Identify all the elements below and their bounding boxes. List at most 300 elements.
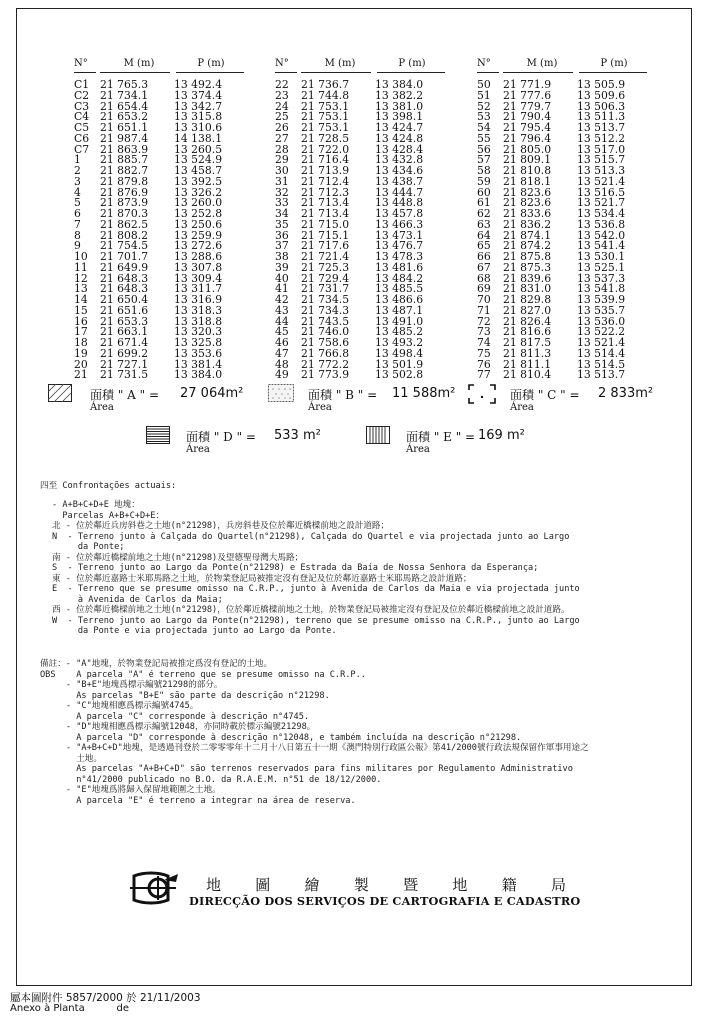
point-number: 67 <box>477 260 491 274</box>
coord-p: 13 381.4 <box>174 357 223 371</box>
coord-m: 21 874.2 <box>503 239 552 253</box>
coord-m: 21 731.7 <box>301 282 350 296</box>
coord-m: 21 811.3 <box>503 346 552 360</box>
point-number: 17 <box>74 325 88 339</box>
coord-m: 21 836.2 <box>503 217 552 231</box>
area-e-label: 面積 " E " = <box>406 430 476 444</box>
coord-m: 21 808.2 <box>100 228 149 242</box>
coord-p: 13 486.6 <box>375 293 424 306</box>
coord-m: 21 826.4 <box>503 314 552 328</box>
point-number: 54 <box>477 121 491 134</box>
coord-m: 21 734.3 <box>301 303 350 317</box>
institution-char: 地 <box>452 876 468 894</box>
coord-m: 21 731.5 <box>100 368 149 382</box>
point-number: 33 <box>275 196 289 210</box>
coord-m: 21 811.1 <box>503 357 552 371</box>
coord-p: 13 506.3 <box>577 99 626 113</box>
point-number: 14 <box>74 293 88 306</box>
coord-p: 13 374.4 <box>174 88 223 102</box>
coord-m: 21 796.4 <box>503 131 552 145</box>
coord-p: 13 522.2 <box>577 325 626 339</box>
coord-m: 21 874.1 <box>503 228 552 242</box>
point-number: 73 <box>477 325 491 339</box>
header-m: M (m) <box>123 58 155 69</box>
point-number: 62 <box>477 207 491 220</box>
point-number: 71 <box>477 303 491 317</box>
coord-m: 21 648.3 <box>100 282 149 296</box>
point-number: 40 <box>275 271 289 285</box>
footer-annex-line2: Anexo à Planta de <box>10 1003 129 1014</box>
coord-table-2 <box>275 58 445 382</box>
coord-p: 13 492.4 <box>174 78 223 91</box>
text-line: - "E"地塊爲將歸入保留地範圍之土地。 <box>40 785 221 795</box>
coord-m: 21 829.8 <box>503 293 552 306</box>
coord-p: 13 536.8 <box>577 217 626 231</box>
coord-m: 21 758.6 <box>301 336 350 349</box>
institution-char: 局 <box>550 876 566 894</box>
coord-m: 21 818.1 <box>503 174 552 188</box>
point-number: 36 <box>275 228 289 242</box>
coord-m: 21 712.3 <box>301 185 350 199</box>
point-number: 13 <box>74 282 88 296</box>
coord-p: 13 481.6 <box>375 260 424 274</box>
coord-m: 21 875.8 <box>503 250 552 263</box>
coord-m: 21 743.5 <box>301 314 350 328</box>
coord-p: 13 509.6 <box>577 88 626 102</box>
coord-p: 13 382.2 <box>375 88 424 102</box>
confrontations-heading: 四至 Confrontações actuais: <box>40 481 177 491</box>
text-line: - "A+B+C+D"地塊，是透過刊登於二零零零年十二月十八日第五十一期《澳門特別行政區公報》第41/2000號行政法規保留作軍事用途之 <box>40 743 589 753</box>
coord-m: 21 715.0 <box>301 217 350 231</box>
coord-p: 13 517.0 <box>577 142 626 156</box>
coord-p: 13 476.7 <box>375 239 424 253</box>
coord-p: 13 252.8 <box>174 207 223 220</box>
coord-m: 21 795.4 <box>503 121 552 134</box>
point-number: 59 <box>477 174 491 188</box>
institution-char: 繪 <box>304 876 320 894</box>
coord-m: 21 765.3 <box>100 78 149 91</box>
coord-p: 13 260.0 <box>174 196 223 210</box>
text-line: OBS A parcela "A" é terreno que se presume omisso na C.R.P.. <box>40 669 366 680</box>
institution-char: 暨 <box>403 876 419 894</box>
text-line: 備註：- "A"地塊，於物業登記局被推定爲沒有登記的土地。 <box>40 659 273 669</box>
coord-p: 13 458.7 <box>174 164 223 177</box>
point-number: 6 <box>74 207 81 220</box>
point-number: 64 <box>477 228 491 242</box>
coord-p: 13 307.8 <box>174 260 223 274</box>
point-number: 44 <box>275 314 289 328</box>
coord-p: 13 513.7 <box>577 121 626 134</box>
point-number: 37 <box>275 239 289 253</box>
coord-p: 13 516.5 <box>577 185 626 199</box>
coord-p: 13 539.9 <box>577 293 626 306</box>
point-number: 1 <box>74 153 81 167</box>
area-b-label: 面積 " B " = <box>308 388 378 402</box>
coord-m: 21 809.1 <box>503 153 552 167</box>
coord-m: 21 777.6 <box>503 88 552 102</box>
area-a-sub: Área <box>90 402 114 413</box>
coord-m: 21 734.5 <box>301 293 350 306</box>
coord-m: 21 875.3 <box>503 260 552 274</box>
coord-p: 13 485.2 <box>375 325 424 339</box>
coord-m: 21 879.8 <box>100 174 149 188</box>
coord-m: 21 746.0 <box>301 325 350 339</box>
point-number: 7 <box>74 217 81 231</box>
point-number: 42 <box>275 293 289 306</box>
coord-p: 13 259.9 <box>174 228 223 242</box>
point-number: 16 <box>74 314 88 328</box>
area-b-value: 11 588m² <box>392 386 456 401</box>
text-line: da Ponte; <box>52 542 125 552</box>
point-number: 11 <box>74 260 88 274</box>
point-number: 43 <box>275 303 289 317</box>
point-number: 60 <box>477 185 491 199</box>
point-number: 22 <box>275 78 289 91</box>
coord-m: 21 810.4 <box>503 368 552 382</box>
coord-p: 13 530.1 <box>577 250 626 263</box>
area-e-sub: Área <box>406 444 430 455</box>
coord-m: 21 712.4 <box>301 174 350 188</box>
coord-m: 21 817.5 <box>503 336 552 349</box>
coord-p: 13 444.7 <box>375 185 424 199</box>
coord-m: 21 648.3 <box>100 271 149 285</box>
coord-m: 21 734.1 <box>100 88 149 102</box>
point-number: 52 <box>477 99 491 113</box>
point-number: 51 <box>477 88 491 102</box>
coord-p: 13 326.2 <box>174 185 223 199</box>
coord-p: 13 432.8 <box>375 153 424 167</box>
coord-p: 13 466.3 <box>375 217 424 231</box>
coord-p: 13 521.4 <box>577 336 626 349</box>
coord-p: 13 384.0 <box>174 368 223 382</box>
point-number: 3 <box>74 174 81 188</box>
institution-char: 圖 <box>255 876 271 894</box>
coord-p: 13 513.7 <box>577 368 626 382</box>
point-number: 27 <box>275 131 289 145</box>
point-number: 20 <box>74 357 88 371</box>
coord-m: 21 713.4 <box>301 207 350 220</box>
text-line: 土地。 <box>40 753 102 764</box>
coord-p: 13 438.7 <box>375 174 424 188</box>
coord-p: 13 535.7 <box>577 303 626 317</box>
text-line: 東 - 位於鄰近嘉路士米耶馬路之土地，於物業登記局被推定沒有登記及位於鄰近嘉路士米耶馬路之設計道路； <box>52 573 472 584</box>
point-number: 66 <box>477 250 491 263</box>
coord-m: 21 833.6 <box>503 207 552 220</box>
text-line: da Ponte e via projectada junto ao Largo da Ponte. <box>52 626 337 636</box>
coord-m: 21 649.9 <box>100 260 149 274</box>
coord-p: 13 493.2 <box>375 336 424 349</box>
header-p: P (m) <box>600 58 628 69</box>
coord-m: 21 862.5 <box>100 217 149 231</box>
coord-row <box>477 370 647 381</box>
coord-m: 21 870.3 <box>100 207 149 220</box>
point-number: 9 <box>74 239 81 253</box>
coord-p: 13 320.3 <box>174 325 223 339</box>
coord-m: 21 736.7 <box>301 78 350 91</box>
coord-m: 21 839.6 <box>503 271 552 285</box>
institution-chinese-name <box>206 874 566 895</box>
point-number: 58 <box>477 164 491 177</box>
text-line: - "B+E"地塊爲標示編號21298的部分。 <box>40 680 223 690</box>
coord-p: 13 505.9 <box>577 78 626 91</box>
point-number: 68 <box>477 271 491 285</box>
point-number: 74 <box>477 336 491 349</box>
coord-p: 13 392.5 <box>174 174 223 188</box>
coord-p: 13 250.6 <box>174 217 223 231</box>
point-number: 50 <box>477 78 491 91</box>
coord-m: 21 699.2 <box>100 346 149 360</box>
coord-m: 21 810.8 <box>503 164 552 177</box>
point-number: 45 <box>275 325 289 339</box>
coord-p: 13 542.0 <box>577 228 626 242</box>
coord-m: 21 823.6 <box>503 185 552 199</box>
coord-m: 21 653.2 <box>100 110 149 124</box>
point-number: 70 <box>477 293 491 306</box>
observations-text <box>40 659 589 806</box>
point-number: 47 <box>275 346 289 360</box>
institution-char: 製 <box>353 876 369 894</box>
point-number: 26 <box>275 121 289 134</box>
text-line: - "C"地塊相應爲標示編號4745。 <box>40 701 199 711</box>
coord-row <box>275 370 445 381</box>
area-c-sub: Área <box>510 402 534 413</box>
coord-m: 21 671.4 <box>100 336 149 349</box>
coord-m: 21 876.9 <box>100 185 149 199</box>
coord-p: 13 514.5 <box>577 357 626 371</box>
institution-char: 籍 <box>501 876 517 894</box>
coord-p: 13 318.3 <box>174 303 223 317</box>
coord-m: 21 651.6 <box>100 303 149 317</box>
area-c-label: 面積 " C " = <box>510 388 580 402</box>
coord-p: 13 424.7 <box>375 121 424 134</box>
point-number: C6 <box>74 131 90 145</box>
coord-m: 21 654.4 <box>100 99 149 113</box>
bracket-swatch-icon <box>468 384 496 404</box>
coord-p: 13 315.8 <box>174 110 223 124</box>
point-number: 12 <box>74 271 88 285</box>
coord-m: 21 713.4 <box>301 196 350 210</box>
point-number: 77 <box>477 368 491 382</box>
coord-p: 13 457.8 <box>375 207 424 220</box>
text-line: n°41/2000 publicado no B.O. da R.A.E.M. n°51 de 18/12/2000. <box>40 774 382 785</box>
point-number: 23 <box>275 88 289 102</box>
point-number: 48 <box>275 357 289 371</box>
coord-table-3 <box>477 58 647 382</box>
coord-p: 13 424.8 <box>375 131 424 145</box>
coord-p: 13 478.3 <box>375 250 424 263</box>
coord-p: 13 316.9 <box>174 293 223 306</box>
coord-p: 13 353.6 <box>174 346 223 360</box>
point-number: 24 <box>275 99 289 113</box>
point-number: 41 <box>275 282 289 296</box>
point-number: 39 <box>275 260 289 274</box>
point-number: 53 <box>477 110 491 124</box>
point-number: 15 <box>74 303 88 317</box>
point-number: 28 <box>275 142 289 156</box>
area-e-value: 169 m² <box>478 428 525 443</box>
area-a <box>48 384 258 416</box>
coord-m: 21 753.1 <box>301 110 350 124</box>
vertical-lines-swatch-icon <box>366 426 390 444</box>
coord-p: 13 428.4 <box>375 142 424 156</box>
text-line: As parcelas "B+E" são parte da descrição n°21298. <box>40 690 330 701</box>
coord-p: 13 515.7 <box>577 153 626 167</box>
coord-m: 21 728.5 <box>301 131 350 145</box>
coord-p: 13 521.4 <box>577 174 626 188</box>
coord-m: 21 721.4 <box>301 250 350 263</box>
text-line: Parcelas A+B+C+D+E： <box>52 510 165 521</box>
text-line: N - Terreno junto à Calçada do Quartel(n°21298), Calçada do Quartel e via projectada junto ao Largo <box>52 531 570 542</box>
coord-p: 13 473.1 <box>375 228 424 242</box>
coord-p: 13 541.4 <box>577 239 626 253</box>
coord-m: 21 716.4 <box>301 153 350 167</box>
coord-p: 13 318.8 <box>174 314 223 328</box>
point-number: C7 <box>74 142 90 156</box>
area-c-value: 2 833m² <box>598 386 654 401</box>
coord-m: 21 717.6 <box>301 239 350 253</box>
coord-p: 13 513.3 <box>577 164 626 177</box>
point-number: 5 <box>74 196 81 210</box>
coord-p: 13 434.6 <box>375 164 424 177</box>
coord-m: 21 771.9 <box>503 78 552 91</box>
coord-p: 13 309.4 <box>174 271 223 285</box>
coord-m: 21 729.4 <box>301 271 350 285</box>
header-n: N° <box>74 58 88 69</box>
coord-m: 21 753.1 <box>301 99 350 113</box>
point-number: 4 <box>74 185 81 199</box>
coord-p: 13 342.7 <box>174 99 223 113</box>
header-n: N° <box>477 58 491 69</box>
coord-m: 21 831.0 <box>503 282 552 296</box>
coord-p: 13 310.6 <box>174 121 223 134</box>
coord-p: 13 398.1 <box>375 110 424 124</box>
text-line: 南 - 位於鄰近橋樑前地之土地(n°21298)及望德聖母灣大馬路； <box>52 552 304 563</box>
point-number: 75 <box>477 346 491 360</box>
coord-m: 21 754.5 <box>100 239 149 253</box>
coord-p: 13 511.3 <box>577 110 626 124</box>
point-number: 30 <box>275 164 289 177</box>
horizontal-lines-swatch-icon <box>146 426 170 444</box>
area-b-sub: Área <box>308 402 332 413</box>
header-n: N° <box>275 58 289 69</box>
point-number: 76 <box>477 357 491 371</box>
dscc-logo-icon <box>128 870 182 906</box>
coord-m: 21 701.7 <box>100 250 149 263</box>
coord-p: 14 138.1 <box>174 131 223 145</box>
coord-m: 21 713.9 <box>301 164 350 177</box>
area-a-label: 面積 " A " = <box>90 388 160 402</box>
point-number: 19 <box>74 346 88 360</box>
point-number: 57 <box>477 153 491 167</box>
coord-m: 21 873.9 <box>100 196 149 210</box>
institution-portuguese-name: DIRECÇÃO DOS SERVIÇOS DE CARTOGRAFIA E CADASTRO <box>189 894 581 908</box>
coord-m: 21 987.4 <box>100 131 149 145</box>
point-number: 55 <box>477 131 491 145</box>
point-number: 38 <box>275 250 289 263</box>
coord-p: 13 325.8 <box>174 336 223 349</box>
dotted-swatch-icon <box>268 384 294 402</box>
coord-p: 13 525.1 <box>577 260 626 274</box>
coord-p: 13 534.4 <box>577 207 626 220</box>
point-number: 72 <box>477 314 491 328</box>
coord-p: 13 514.4 <box>577 346 626 360</box>
coord-p: 13 498.4 <box>375 346 424 360</box>
coord-p: 13 501.9 <box>375 357 424 371</box>
coord-m: 21 715.1 <box>301 228 350 242</box>
point-number: 29 <box>275 153 289 167</box>
area-d <box>146 426 346 458</box>
area-d-label: 面積 " D " = <box>186 430 256 444</box>
coord-p: 13 272.6 <box>174 239 223 253</box>
coord-m: 21 727.1 <box>100 357 149 371</box>
point-number: 21 <box>74 368 88 382</box>
area-a-value: 27 064m² <box>180 386 244 401</box>
coord-p: 13 491.0 <box>375 314 424 328</box>
point-number: 63 <box>477 217 491 231</box>
coord-m: 21 753.1 <box>301 121 350 134</box>
coord-p: 13 521.7 <box>577 196 626 210</box>
point-number: 31 <box>275 174 289 188</box>
point-number: 61 <box>477 196 491 210</box>
coord-p: 13 384.0 <box>375 78 424 91</box>
coord-m: 21 790.4 <box>503 110 552 124</box>
institution-char: 地 <box>206 876 222 894</box>
coord-row <box>74 370 244 381</box>
point-number: C4 <box>74 110 90 124</box>
coord-m: 21 882.7 <box>100 164 149 177</box>
text-line: 西 - 位於鄰近橋樑前地之土地(n°21298)，位於鄰近橋樑前地之土地，於物業登記局被推定沒有登記及位於鄰近橋樑前地之設計道路。 <box>52 605 570 615</box>
confrontations-text <box>52 500 580 637</box>
coord-p: 13 541.8 <box>577 282 626 296</box>
coord-m: 21 653.3 <box>100 314 149 328</box>
text-line: à Avenida de Carlos da Maia; <box>52 594 223 605</box>
text-line: - "D"地塊相應爲標示編號12048，亦同時載於標示編號21298。 <box>40 722 316 732</box>
coord-m: 21 650.4 <box>100 293 149 306</box>
coord-m: 21 863.9 <box>100 142 149 156</box>
text-line: 北 - 位於鄰近兵房斜巷之土地(n°21298)，兵房斜巷及位於鄰近橋樑前地之設計道路； <box>52 521 390 531</box>
coord-m: 21 772.2 <box>301 357 350 371</box>
coord-m: 21 885.7 <box>100 153 149 167</box>
coord-p: 13 536.0 <box>577 314 626 328</box>
header-p: P (m) <box>398 58 426 69</box>
point-number: 69 <box>477 282 491 296</box>
area-d-sub: Área <box>186 444 210 455</box>
coord-m: 21 766.8 <box>301 346 350 360</box>
coord-p: 13 512.2 <box>577 131 626 145</box>
text-line: W - Terreno junto ao Largo da Ponte(n°21298), terreno que se presume omisso na C.R.P., junto ao Largo <box>52 615 580 626</box>
coord-m: 21 827.0 <box>503 303 552 317</box>
coord-m: 21 805.0 <box>503 142 552 156</box>
point-number: 35 <box>275 217 289 231</box>
coord-p: 13 502.8 <box>375 368 424 382</box>
text-line: A parcela "D" corresponde à descrição n°12048, e também incluída na descrição n°21298. <box>40 732 522 743</box>
coord-p: 13 288.6 <box>174 250 223 263</box>
coord-m: 21 722.0 <box>301 142 350 156</box>
coord-p: 13 311.7 <box>174 282 223 296</box>
coord-m: 21 725.3 <box>301 260 350 274</box>
text-line: E - Terreno que se presume omisso na C.R.P., junto à Avenida de Carlos da Maia e via projectada junto <box>52 584 580 594</box>
point-number: 8 <box>74 228 81 242</box>
coord-m: 21 823.6 <box>503 196 552 210</box>
coord-table-1 <box>74 58 244 382</box>
coord-p: 13 487.1 <box>375 303 424 317</box>
area-c <box>468 384 678 416</box>
coord-m: 21 651.1 <box>100 121 149 134</box>
coord-p: 13 537.3 <box>577 271 626 285</box>
coord-m: 21 779.7 <box>503 99 552 113</box>
coord-p: 13 448.8 <box>375 196 424 210</box>
area-b <box>268 384 468 416</box>
